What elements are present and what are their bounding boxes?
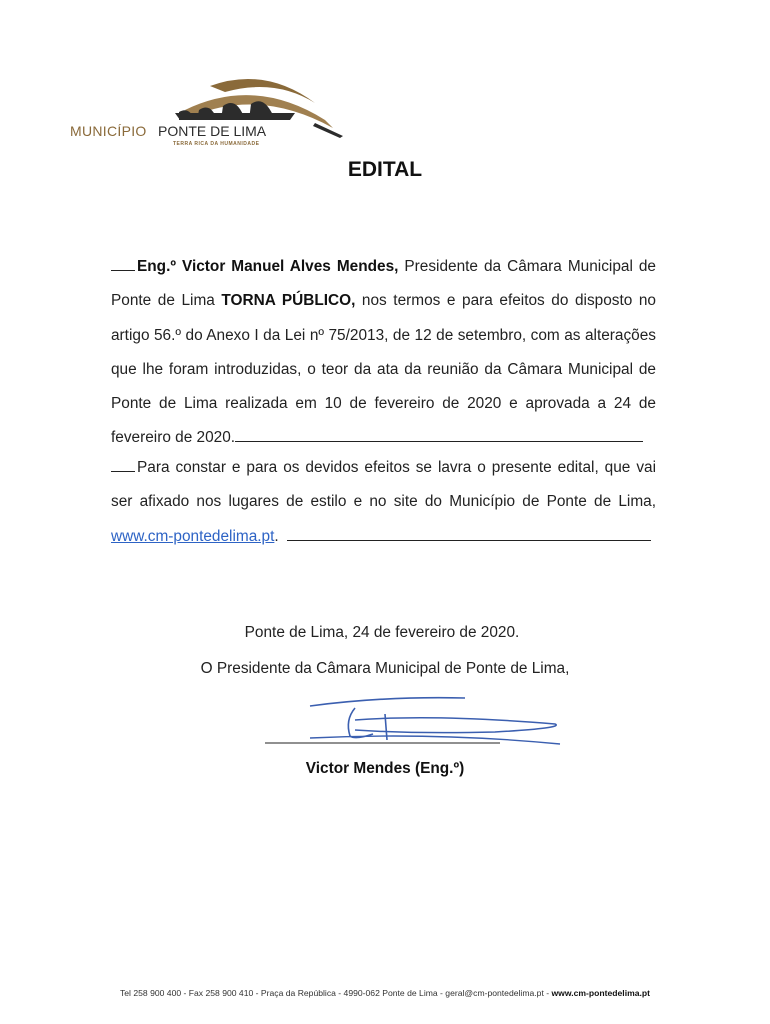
website-link[interactable]: www.cm-pontedelima.pt [111, 527, 275, 545]
logo-municipio-text: MUNICÍPIO [70, 123, 147, 139]
signer-name: Victor Mendes (Eng.º) [305, 760, 465, 777]
place-and-date: Ponte de Lima, 24 de fevereiro de 2020. [244, 624, 520, 641]
paragraph1-text-b: nos termos e para efeitos do disposto no artigo 56.º do Anexo I da Lei nº 75/2013, de 12 de setembro, com as alterações que lhe foram introduzidas, o teor da ata da reunião da Câmara Municipal de Ponte de Lima realizada em 10 de fevereiro de 2020 e aprovada a 24 de fevereiro de 2020. [111, 292, 656, 447]
footer-contact-text: Tel 258 900 400 - Fax 258 900 410 - Praça da República - 4990-062 Ponte de Lima - geral@cm-pontedelima.pt - [119, 988, 552, 998]
logo-tagline: TERRA RICA DA HUMANIDADE [173, 141, 260, 147]
fill-line [235, 440, 643, 442]
signer-role: O Presidente da Câmara Municipal de Ponte de Lima, [200, 660, 570, 677]
document-title: EDITAL [347, 158, 423, 181]
leading-blank-line [111, 470, 135, 472]
handwritten-signature [255, 688, 575, 750]
paragraph1-text-a: Presidente da Câmara Municipal de Ponte de Lima [111, 258, 656, 310]
footer-website[interactable]: www.cm-pontedelima.pt [551, 988, 651, 998]
link-period: . [274, 527, 279, 545]
president-name: Eng.º Victor Manuel Alves Mendes, [137, 258, 399, 275]
posting-paragraph [111, 451, 656, 554]
torna-publico: TORNA PÚBLICO, [221, 292, 356, 310]
municipality-logo [60, 60, 300, 160]
logo-ponte-de-lima-text: PONTE DE LIMA [158, 123, 267, 139]
announcement-paragraph [111, 250, 656, 456]
footer-contacts [0, 988, 770, 998]
paragraph2-text: Para constar e para os devidos efeitos se lavra o presente edital, que vai ser afixado nos lugares de estilo e no site do Município de Ponte de Lima, [111, 459, 656, 511]
fill-line [287, 539, 651, 541]
leading-blank-line [111, 269, 135, 271]
